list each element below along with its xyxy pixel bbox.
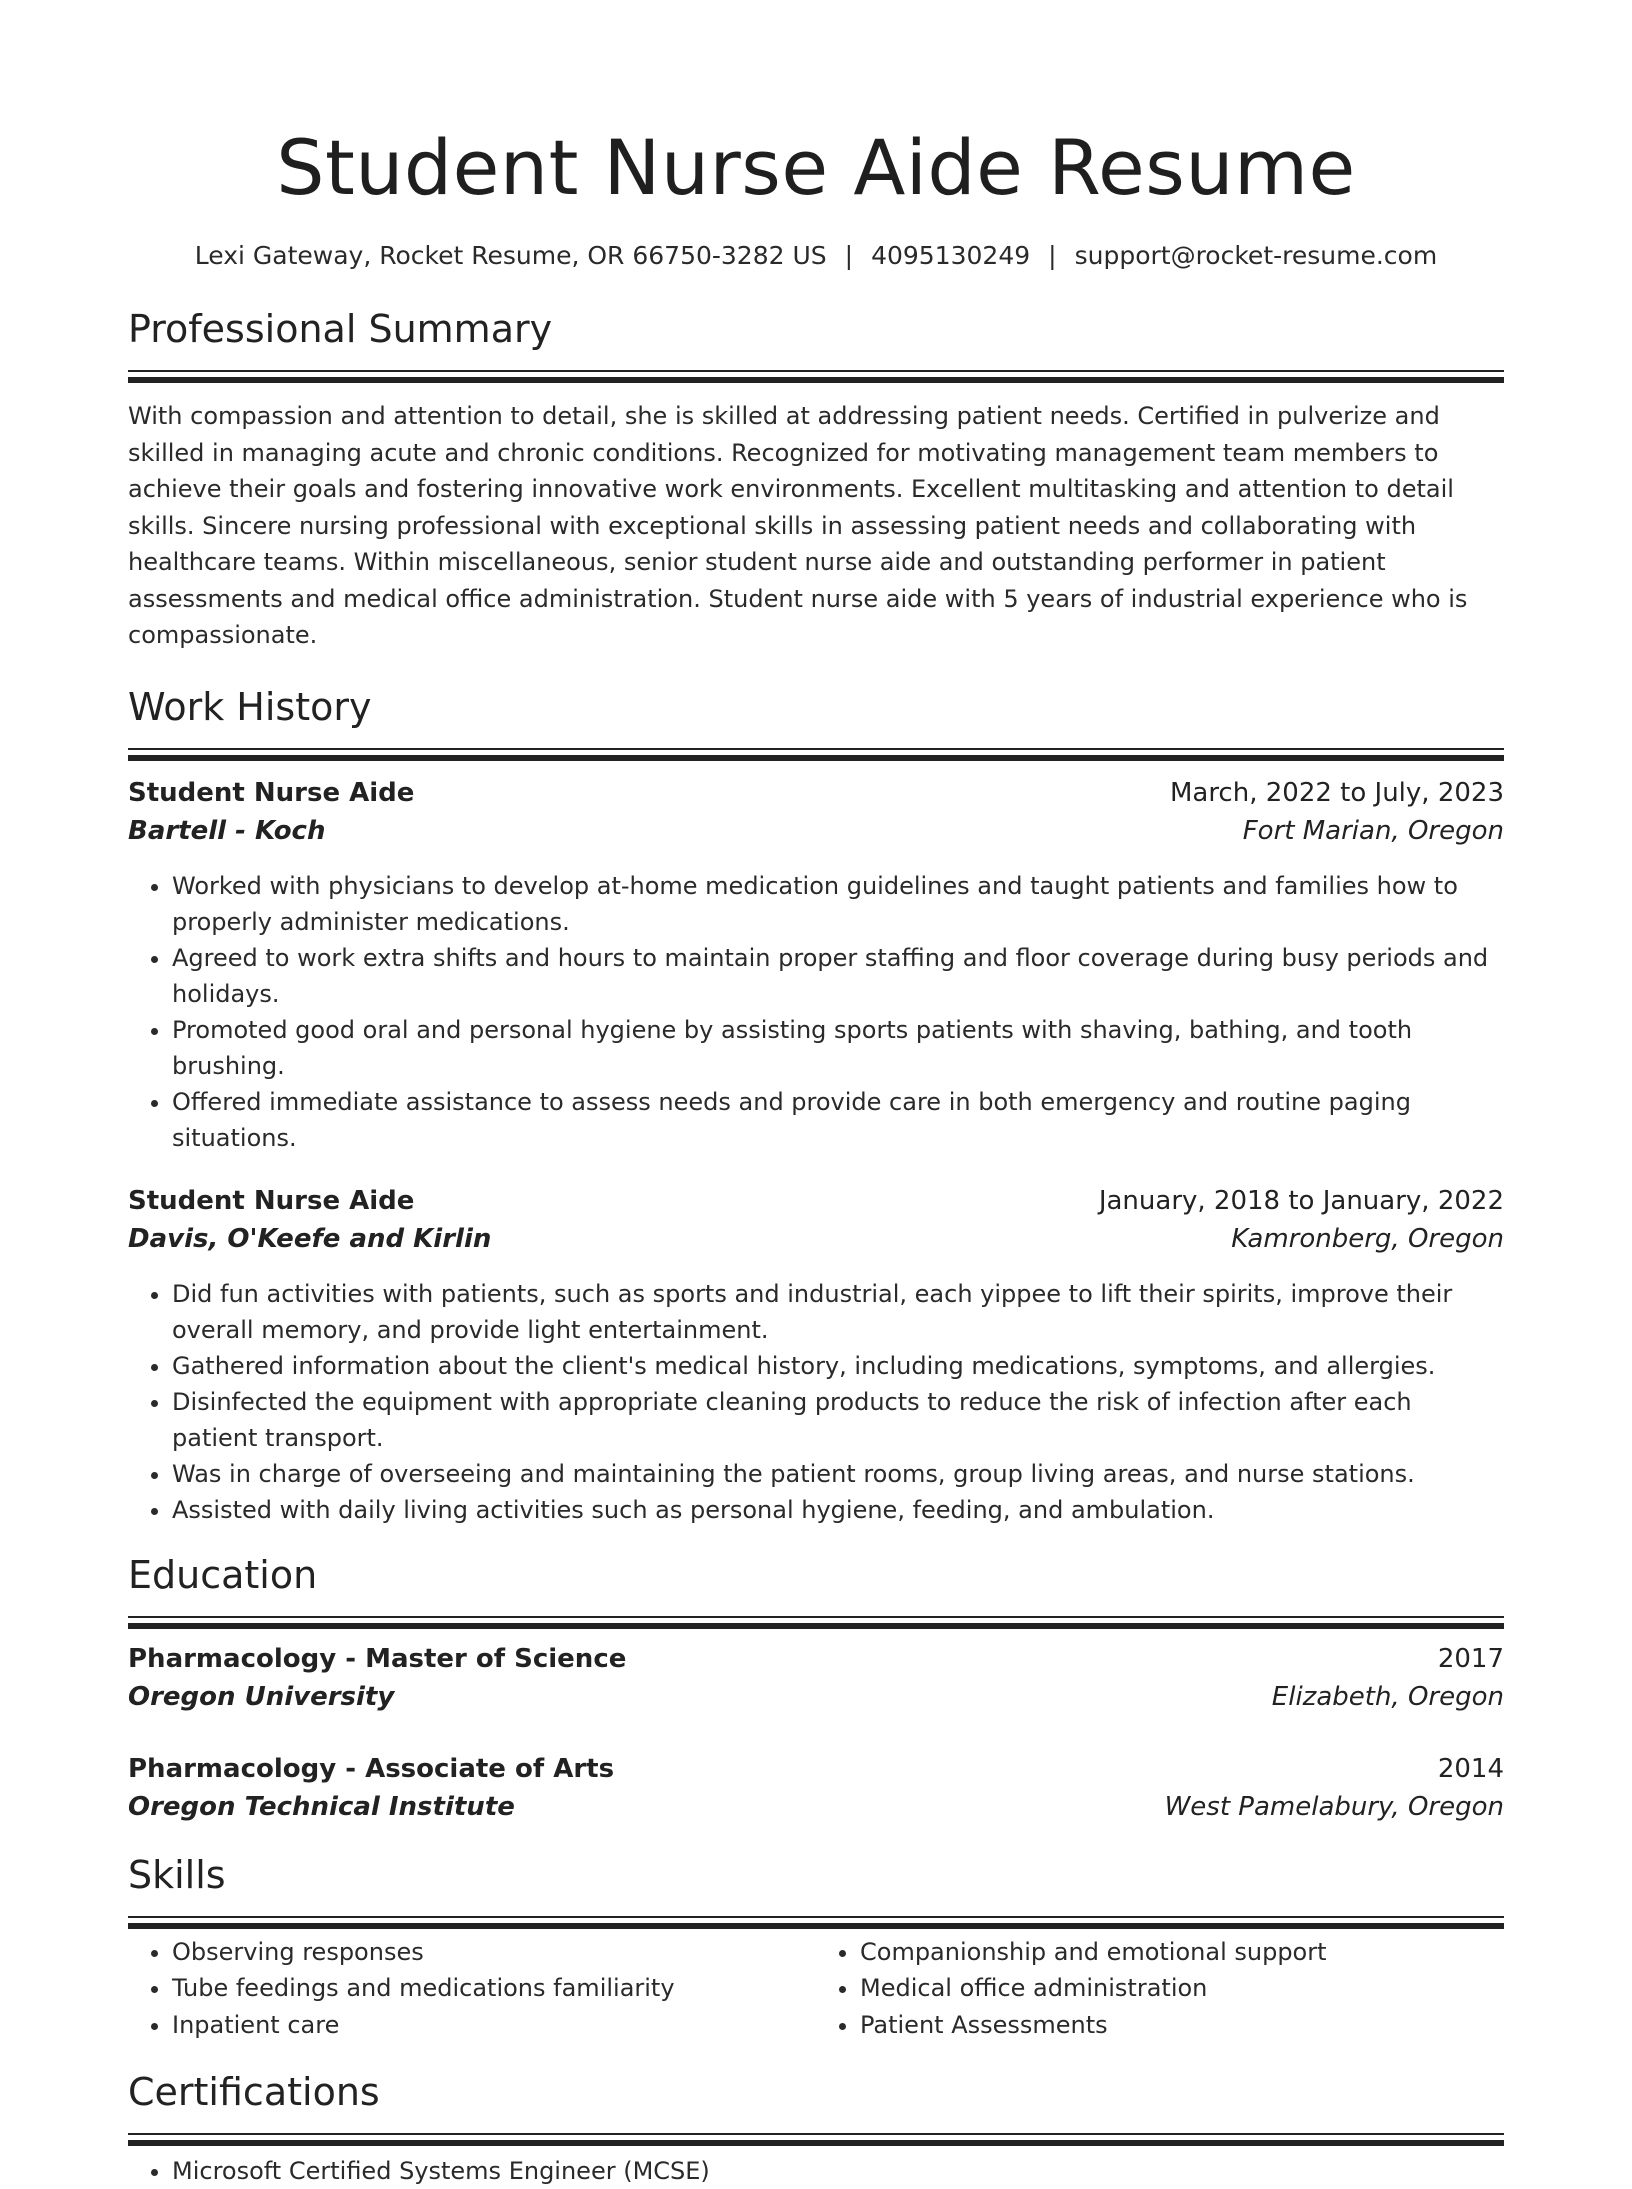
job-location: Fort Marian, Oregon	[1242, 815, 1504, 846]
section-divider	[128, 1916, 1504, 1918]
skills-grid	[128, 1934, 1504, 2044]
job-company: Davis, O'Keefe and Kirlin	[128, 1223, 492, 1254]
contact-separator: |	[1048, 241, 1057, 270]
list-item: • Patient Assessments	[860, 2007, 1504, 2044]
list-item: • Was in charge of overseeing and maintaining the patient rooms, group living areas, and nurse stations.	[172, 1456, 1504, 1492]
job-title: Student Nurse Aide	[128, 777, 415, 808]
section-divider	[128, 1616, 1504, 1618]
job-entry	[128, 1182, 1504, 1528]
list-item: • Inpatient care	[172, 2007, 816, 2044]
education-entry	[128, 1640, 1504, 1716]
education-heading: Education	[128, 1552, 318, 1597]
skills-heading: Skills	[128, 1852, 226, 1897]
list-item: • Worked with physicians to develop at-home medication guidelines and taught patients and families how to properly administer medications.	[172, 868, 1504, 940]
skills-column-right	[816, 1934, 1504, 2044]
education-year: 2014	[1437, 1753, 1504, 1784]
list-item: • Assisted with daily living activities such as personal hygiene, feeding, and ambulation.	[172, 1492, 1504, 1528]
contact-line	[128, 238, 1504, 274]
list-item: • Agreed to work extra shifts and hours to maintain proper staffing and floor coverage during busy periods and holidays.	[172, 940, 1504, 1012]
certifications-heading: Certifications	[128, 2070, 380, 2114]
education-degree: Pharmacology - Master of Science	[128, 1643, 627, 1674]
list-item: • Disinfected the equipment with appropriate cleaning products to reduce the risk of infection after each patient transport.	[172, 1384, 1504, 1456]
work-heading: Work History	[128, 684, 372, 729]
education-year: 2017	[1437, 1643, 1504, 1674]
job-location: Kamronberg, Oregon	[1231, 1223, 1504, 1254]
list-item: • Microsoft Certified Systems Engineer (MCSE)	[172, 2153, 1504, 2189]
contact-phone: 4095130249	[871, 241, 1031, 270]
summary-text: With compassion and attention to detail, she is skilled at addressing patient needs. Certified in pulverize and skilled in managing acute and chronic conditions. Recognized for motivating management team members to achieve their goals and fostering innovative work environments. Excellent multitasking and attention to detail skills. Sincere nursing professional with exceptional skills in assessing patient needs and collaborating with healthcare teams. Within miscellaneous, senior student nurse aide and outstanding performer in patient assessments and medical office administration. Student nurse aide with 5 years of industrial experience who is compassionate.	[128, 402, 1468, 649]
education-degree: Pharmacology - Associate of Arts	[128, 1753, 615, 1784]
education-section	[128, 1550, 1504, 1826]
job-bullets	[128, 868, 1504, 1156]
education-location: West Pamelabury, Oregon	[1164, 1791, 1504, 1822]
work-section	[128, 682, 1504, 1528]
summary-heading: Professional Summary	[128, 307, 553, 351]
education-school: Oregon University	[128, 1681, 395, 1712]
list-item: • Offered immediate assistance to assess needs and provide care in both emergency and routine paging situations.	[172, 1084, 1504, 1156]
section-divider	[128, 748, 1504, 750]
job-entry	[128, 774, 1504, 1156]
contact-email: support@rocket-resume.com	[1074, 241, 1438, 270]
section-divider	[128, 370, 1504, 372]
list-item: • Did fun activities with patients, such as sports and industrial, each yippee to lift their spirits, improve their overall memory, and provide light entertainment.	[172, 1276, 1504, 1348]
list-item: • Observing responses	[172, 1934, 816, 1971]
contact-separator: |	[844, 241, 854, 270]
job-title: Student Nurse Aide	[128, 1185, 415, 1216]
list-item: • Tube feedings and medications familiarity	[172, 1970, 816, 2007]
list-item: • Gathered information about the client's medical history, including medications, symptoms, and allergies.	[172, 1348, 1504, 1384]
job-bullets	[128, 1276, 1504, 1528]
skills-column-left	[128, 1934, 816, 2044]
list-item: • Promoted good oral and personal hygiene by assisting sports patients with shaving, bathing, and tooth brushing.	[172, 1012, 1504, 1084]
job-dates: January, 2018 to January, 2022	[1098, 1185, 1504, 1216]
education-school: Oregon Technical Institute	[128, 1791, 515, 1822]
education-location: Elizabeth, Oregon	[1271, 1681, 1504, 1712]
resume-title: Student Nurse Aide Resume	[276, 123, 1356, 212]
job-company: Bartell - Koch	[128, 815, 326, 846]
education-entry	[128, 1750, 1504, 1826]
certifications-section	[128, 2067, 1504, 2189]
list-item: • Medical office administration	[860, 1970, 1504, 2007]
contact-address: Lexi Gateway, Rocket Resume, OR 66750-3282 US	[194, 241, 827, 270]
skills-section	[128, 1850, 1504, 2044]
job-dates: March, 2022 to July, 2023	[1169, 777, 1504, 808]
section-divider	[128, 2133, 1504, 2135]
certifications-list	[128, 2153, 1504, 2189]
summary-section	[128, 304, 1504, 654]
list-item: • Companionship and emotional support	[860, 1934, 1504, 1971]
